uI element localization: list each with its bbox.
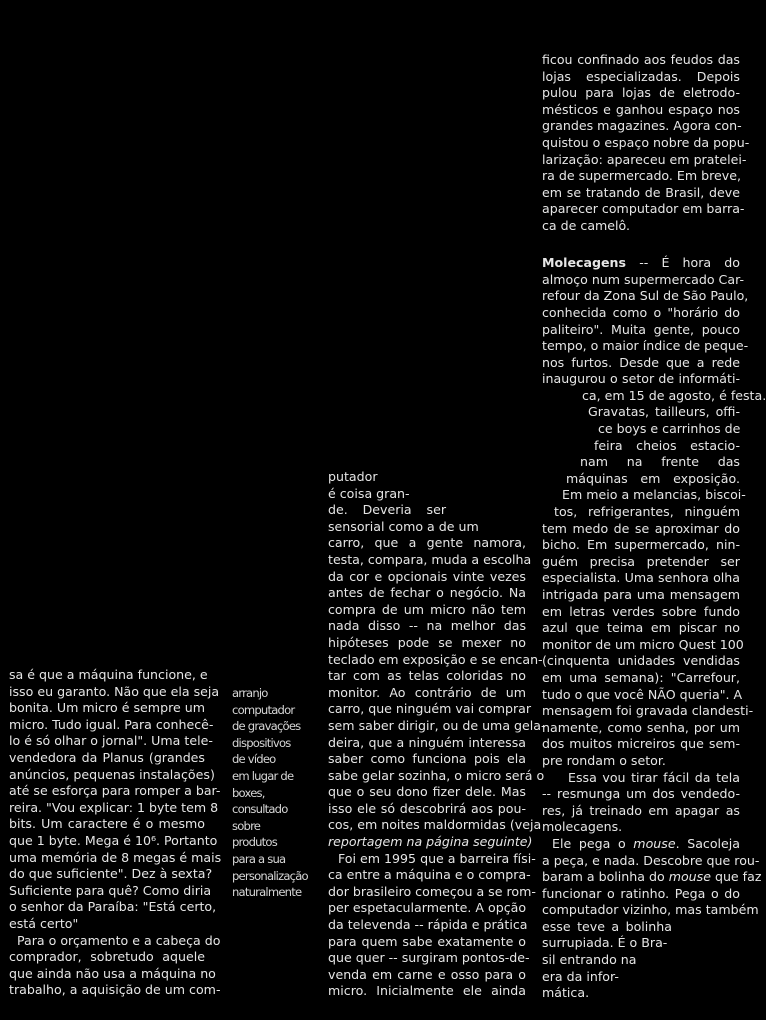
text-line: (cinquenta unidades vendidas [542,653,740,669]
text-line: deira, que a ninguém interessa [328,734,526,750]
text-span: . Sacoleja [675,835,741,851]
text-line: tem medo de se aproximar do [542,520,740,536]
text-line: feira cheios estacio- [594,437,740,453]
text-line: funcionar o ratinho. Pega o do [542,885,740,901]
text-line: carro, que ninguém vai comprar [328,701,532,717]
text-line: lojas especializadas. Depois [542,68,740,84]
text-line: Em meio a melancias, biscoi- [562,487,746,503]
text-line: ca de camelô. [542,217,631,233]
text-line: Gravatas, tailleurs, offi- [588,404,740,420]
text-line: uma memória de 8 megas é mais [9,849,222,865]
text-line: reportagem na página seguinte) [328,834,533,850]
text-line: -- resmunga um dos vendedo- [542,786,740,802]
text-line: guém precisa pretender ser [542,553,740,569]
text-line: sil entrando na [542,952,637,968]
text-line: tempo, o maior índice de peque- [542,338,749,354]
text-line: antes de fechar o negócio. Na [328,585,526,601]
text-line: Essa vou tirar fácil da tela [568,769,740,785]
text-line: anúncios, pequenas instalações) [9,766,215,782]
text-line: era da infor- [542,968,619,984]
text-line: hipóteses pode se mexer no [328,634,526,650]
text-line: bicho. Em supermercado, nin- [542,537,740,553]
text-line: em letras verdes sobre fundo [542,603,740,619]
text-line: a peça, e nada. Descobre que rou- [542,852,760,868]
text-line: máquinas em exposição. [566,470,740,486]
subhead-rest: -- É hora do [626,255,740,271]
text-line: até se esforça para romper a bar- [9,783,221,799]
text-line: para quem sabe exatamente o [328,933,526,949]
text-line: conhecida como o "horário do [542,304,740,320]
text-line: monitor. Ao contrário de um [328,684,526,700]
text-line: quistou o espaço nobre da popu- [542,134,750,150]
text-line: almoço num supermercado Car- [542,271,744,287]
text-line: sem saber dirigir, ou de uma gela- [328,717,546,733]
text-line: vendedora da Planus (grandes [9,749,205,765]
text-column-4 [542,52,766,1002]
text-line: per espetacularmente. A opção [328,900,527,916]
text-line: boxes, [232,785,265,800]
text-line: de vídeo [232,752,276,767]
subhead-line [542,255,740,272]
text-line: sensorial como a de um [328,518,479,534]
text-line: azul que teima em piscar no [542,620,740,636]
mouse-word: mouse [633,835,676,851]
text-line: da cor e opcionais vinte vezes [328,568,526,584]
text-line: paliteiro". Muita gente, pouco [542,321,740,337]
text-span: baram a bolinha do [542,869,669,885]
text-line: isso ele só descobrirá aos pou- [328,800,526,816]
text-line: em lugar de [232,768,294,783]
text-line: mésticos e ganhou espaço nos [542,101,740,117]
text-line: ce boys e carrinhos de [598,421,741,437]
text-line: que ainda não usa a máquina no [9,965,216,981]
text-line: computador vizinho, mas também [542,902,759,918]
text-line: que o seu dono fizer dele. Mas [328,784,526,800]
text-line: consultado [232,802,288,817]
text-line: venda em carne e osso para o [328,966,526,982]
text-line: surrupiada. É o Bra- [542,935,668,951]
text-line: molecagens. [542,819,623,835]
text-line: de. Deveria ser [328,502,446,518]
text-line: nada disso -- na melhor das [328,618,526,634]
text-line: que quer -- surgiram pontos-de- [328,950,530,966]
mouse-word: mouse [668,869,711,885]
text-line: aparecer computador em barra- [542,201,745,217]
text-span: Ele pega o [552,835,634,851]
text-line: da televenda -- rápida e prática [328,917,528,933]
text-line: em uma semana): "Carrefour, [542,669,740,685]
text-line: reira. "Vou explicar: 1 byte tem 8 [9,799,219,815]
text-line: compra de um micro não tem [328,601,526,617]
text-column-3 [328,469,546,1000]
text-line: nam na frente das [580,454,740,470]
text-line: refour da Zona Sul de São Paulo, [542,288,749,304]
text-line: dor brasileiro começou a se rom- [328,883,536,899]
text-line: trabalho, a aquisição de um com- [9,982,221,998]
text-line: putador [328,469,378,484]
text-line: tar com as telas coloridas no [328,668,526,684]
text-column-2 [232,685,308,901]
text-line: micro. Inicialmente ele ainda [328,983,526,999]
text-line: para a sua [232,851,286,866]
text-line: sabe gelar sozinha, o micro será o [328,767,545,783]
text-line: está certo" [9,915,79,931]
text-line: saber como funciona pois ela [328,751,526,767]
text-line: cos, em noites maldormidas (veja [328,817,542,833]
text-line: de gravações [232,719,301,734]
text-line: ra de supermercado. Em breve, [542,168,742,184]
text-line: é coisa gran- [328,485,410,501]
text-line: intrigada para uma mensagem [542,587,740,602]
text-line: especialista. Uma senhora olha [542,570,740,586]
text-line: larização: apareceu em pratelei- [542,151,747,167]
text-line: computador [232,702,295,717]
text-line: carro, que a gente namora, [328,535,526,551]
text-line: nos furtos. Desde que a rede [542,354,740,370]
text-line: inaugurou o setor de informáti- [542,371,740,387]
text-line [542,869,762,886]
text-line: sobre [232,818,261,833]
text-line: ca entre a máquina e o compra- [328,867,531,883]
text-line: monitor de um micro Quest 100 [542,636,744,652]
text-line: comprador, sobretudo aquele [9,949,205,965]
text-line: ficou confinado aos feudos das [542,52,740,67]
text-line: sa é que a máquina funcione, e [9,667,208,682]
text-line: pre rondam o setor. [542,752,666,768]
text-line: esse teve a bolinha [542,918,672,934]
text-line: Foi em 1995 que a barreira físi- [338,850,536,866]
text-line: personalização [232,868,308,883]
text-column-1 [9,667,222,999]
text-line: lo é só olhar o jornal". Uma tele- [9,733,213,749]
text-line: namente, como senha, por um [542,719,740,735]
text-line: micro. Tudo igual. Para conhecê- [9,716,214,732]
text-span: que faz [710,869,762,885]
text-line: bits. Um caractere é o mesmo [9,816,205,832]
text-line: bonita. Um micro é sempre um [9,700,205,716]
text-line: isso eu garanto. Não que ela seja [9,683,220,699]
text-line: o senhor da Paraíba: "Está certo, [9,899,217,915]
text-line: naturalmente [232,885,302,900]
text-line [542,836,740,853]
text-line: dos muitos micreiros que sem- [542,736,740,752]
text-line: dispositivos [232,735,291,750]
text-line: res, já treinado em apagar as [542,802,740,818]
text-line: arranjo [232,686,268,700]
text-line: grandes magazines. Agora con- [542,118,742,134]
text-line: Para o orçamento e a cabeça do [17,932,221,948]
subhead-molecagens: Molecagens [542,255,627,271]
text-line: mática. [542,985,590,1001]
text-line: que 1 byte. Mega é 10⁶. Portanto [9,832,218,848]
text-line: produtos [232,835,277,850]
text-line: tos, refrigerantes, ninguém [554,504,740,520]
text-line: teclado em exposição e se encan- [328,651,543,667]
text-line: tudo o que você NÃO queria". A [542,686,743,702]
text-line: mensagem foi gravada clandesti- [542,703,754,719]
text-line: pulou para lojas de eletrodo- [542,85,740,101]
text-line: Suficiente para quê? Como diria [9,882,212,898]
text-line: testa, compara, muda a escolha [328,551,532,567]
text-line: ca, em 15 de agosto, é festa. [582,387,766,403]
text-line: em se tratando de Brasil, deve [542,184,740,200]
text-line: do que suficiente". Dez à sexta? [9,866,213,882]
